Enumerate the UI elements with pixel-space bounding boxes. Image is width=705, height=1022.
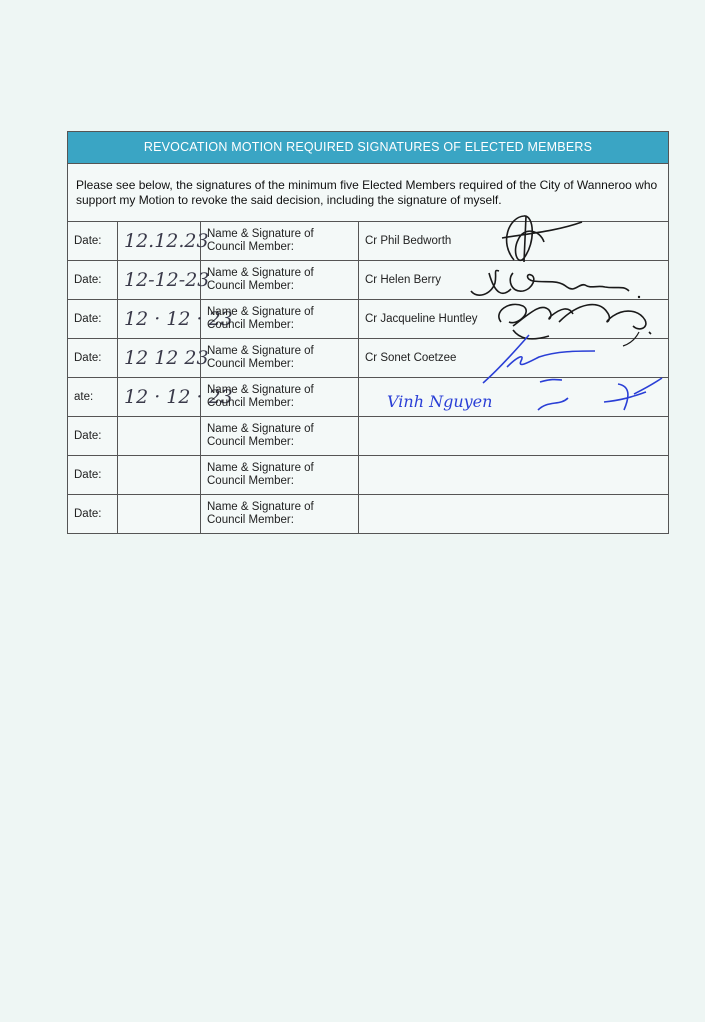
intro-text: Please see below, the signatures of the minimum five Elected Members required of the City of Wanneroo who support my Motion to revoke the said decision, including the signature of myself.	[68, 164, 668, 222]
date-value	[118, 456, 201, 495]
member-name-cell	[359, 261, 669, 300]
member-name: Cr Phil Bedworth	[365, 235, 452, 247]
field-label: Name & Signature of Council Member:	[201, 339, 359, 378]
field-label: Name & Signature of Council Member:	[201, 222, 359, 261]
date-label: Date:	[68, 339, 118, 378]
signature-table	[68, 222, 668, 533]
member-name: Cr Sonet Coetzee	[365, 352, 457, 364]
date-value	[118, 417, 201, 456]
signature-mark	[534, 374, 664, 420]
signature-row	[68, 261, 668, 300]
field-label: Name & Signature of Council Member:	[201, 417, 359, 456]
member-name-cell	[359, 300, 669, 339]
member-name-cell	[359, 495, 669, 534]
field-label: Name & Signature of Council Member:	[201, 261, 359, 300]
signature-row	[68, 222, 668, 261]
member-name-handwritten: Vinh Nguyen	[387, 391, 493, 411]
member-name-cell	[359, 378, 669, 417]
member-name-cell	[359, 417, 669, 456]
date-label: Date:	[68, 456, 118, 495]
date-value: 12 · 12 · 23	[118, 300, 201, 339]
date-label: Date:	[68, 300, 118, 339]
field-label: Name & Signature of Council Member:	[201, 495, 359, 534]
date-label: Date:	[68, 222, 118, 261]
field-label: Name & Signature of Council Member:	[201, 300, 359, 339]
signature-row	[68, 495, 668, 534]
date-label: ate:	[68, 378, 118, 417]
member-name: Cr Jacqueline Huntley	[365, 313, 478, 325]
field-label: Name & Signature of Council Member:	[201, 456, 359, 495]
member-name-cell	[359, 222, 669, 261]
date-value: 12 · 12 · 23	[118, 378, 201, 417]
field-label: Name & Signature of Council Member:	[201, 378, 359, 417]
date-label: Date:	[68, 495, 118, 534]
signature-row	[68, 378, 668, 417]
date-label: Date:	[68, 261, 118, 300]
signature-form	[67, 131, 669, 534]
member-name-cell	[359, 456, 669, 495]
date-value: 12-12-23	[118, 261, 201, 300]
signature-row	[68, 300, 668, 339]
member-name: Cr Helen Berry	[365, 274, 442, 286]
date-value: 12.12.23	[118, 222, 201, 261]
signature-row	[68, 417, 668, 456]
form-title: REVOCATION MOTION REQUIRED SIGNATURES OF ELECTED MEMBERS	[68, 132, 668, 164]
signature-row	[68, 339, 668, 378]
signature-row	[68, 456, 668, 495]
date-label: Date:	[68, 417, 118, 456]
date-value: 12 12 23	[118, 339, 201, 378]
signature-mark	[467, 265, 657, 301]
date-value	[118, 495, 201, 534]
member-name-cell	[359, 339, 669, 378]
